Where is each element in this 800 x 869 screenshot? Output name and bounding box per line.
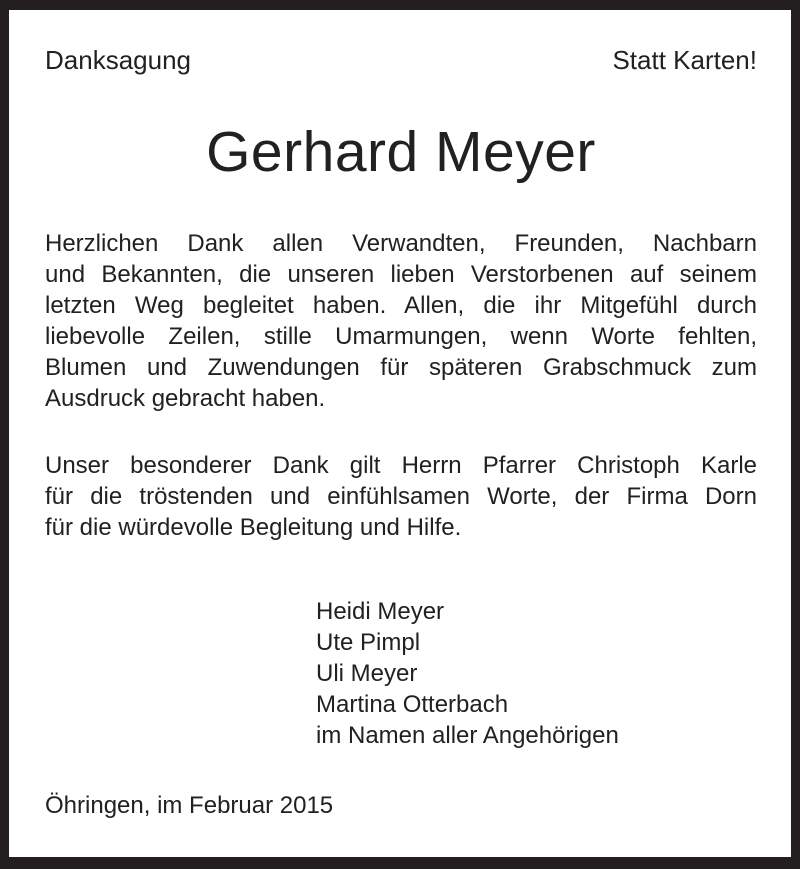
- statt-karten-label: Statt Karten!: [612, 45, 757, 75]
- signature-line: Heidi Meyer: [316, 598, 445, 625]
- acknowledgment-paragraph: [45, 228, 757, 414]
- paragraph-line: Herzlichen Dank allen Verwandten, Freunden, Nachbarn: [45, 230, 757, 257]
- deceased-name-title: Gerhard Meyer: [206, 120, 596, 184]
- signatures-block: [316, 596, 757, 751]
- paragraph-line: für die tröstenden und einfühlsamen Worte, der Firma Dorn: [45, 483, 757, 510]
- paragraph-line: liebevolle Zeilen, stille Umarmungen, wenn Worte fehlten,: [45, 323, 757, 350]
- signature-line: Ute Pimpl: [316, 629, 421, 656]
- obituary-card-content: [9, 10, 791, 821]
- danksagung-label: Danksagung: [45, 45, 191, 75]
- signature-line: im Namen aller Angehörigen: [316, 722, 619, 749]
- place-date-line: Öhringen, im Februar 2015: [45, 792, 334, 819]
- paragraph-line: und Bekannten, die unseren lieben Verstorbenen auf seinem: [45, 261, 757, 288]
- paragraph-line: Blumen und Zuwendungen für späteren Grabschmuck zum: [45, 354, 757, 381]
- paragraph-line: Ausdruck gebracht haben.: [45, 385, 326, 412]
- paragraph-line: für die würdevolle Begleitung und Hilfe.: [45, 514, 462, 541]
- paragraph-line: letzten Weg begleitet haben. Allen, die ihr Mitgefühl durch: [45, 292, 757, 319]
- header-row: [45, 46, 757, 74]
- special-thanks-paragraph: [45, 450, 757, 543]
- signature-line: Uli Meyer: [316, 660, 418, 687]
- signature-line: Martina Otterbach: [316, 691, 509, 718]
- paragraph-line: Unser besonderer Dank gilt Herrn Pfarrer Christoph Karle: [45, 452, 757, 479]
